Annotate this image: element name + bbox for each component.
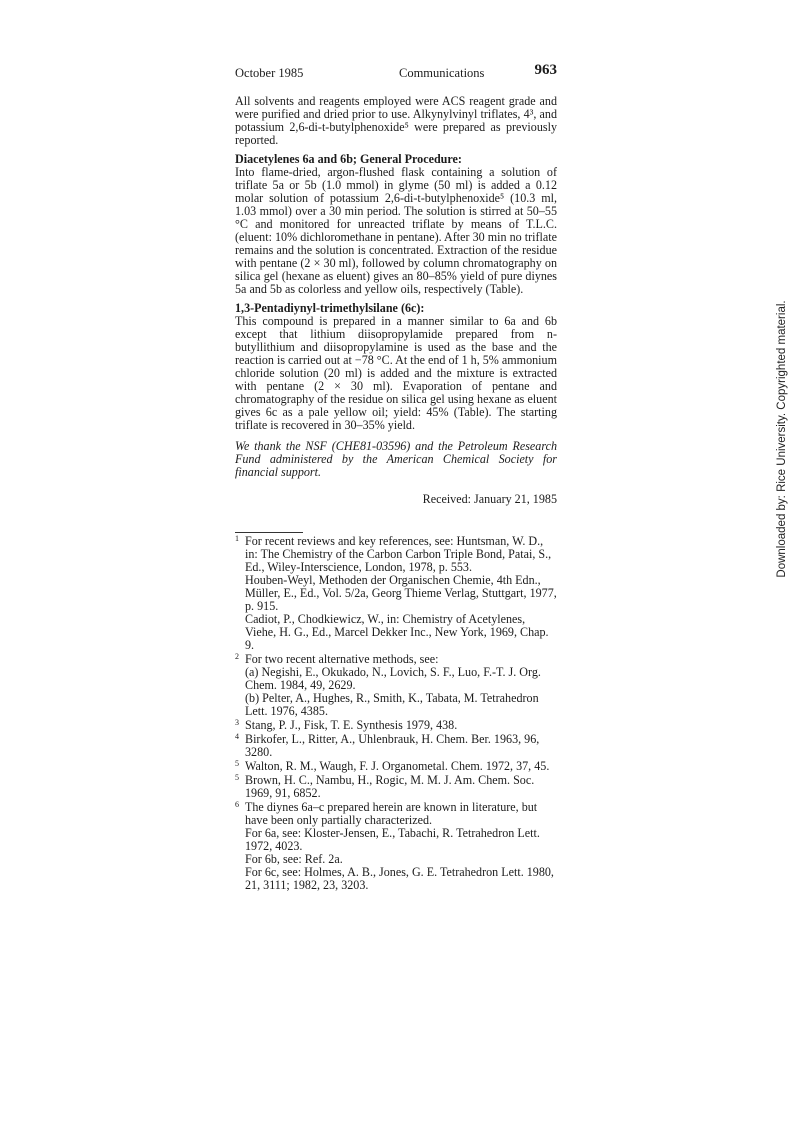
pentadiynyl-paragraph: This compound is prepared in a manner similar to 6a and 6b except that lithium diisopropylamide prepared from n-butyllithium and diisopropylamine is used as the base and the reaction is carried out at −78 °C. At the end of 1 h, 5% ammonium chloride solution (20 ml) is added and the mixture is extracted with pentane (2 × 30 ml). Evaporation of pentane and chromatography of the residue on silica gel using hexane as eluent gives 6c as a pale yellow oil; yield: 45% (Table). The starting triflate is recovered in 30–35% yield. (235, 314, 557, 432)
footnote-line: For 6c, see: Holmes, A. B., Jones, G. E. Tetrahedron Lett. 1980, 21, 3111; 1982, 23, 3203. (245, 865, 554, 892)
footnote-number: 5 (235, 759, 239, 768)
page-header (235, 64, 557, 82)
footnote-line: Stang, P. J., Fisk, T. E. Synthesis 1979, 438. (245, 718, 458, 732)
text-column (235, 95, 557, 893)
footnote-2 (235, 653, 557, 718)
footnote-line: Cadiot, P., Chodkiewicz, W., in: Chemistry of Acetylenes, Viehe, H. G., Ed., Marcel Dekker Inc., New York, 1969, Chap. 9. (245, 612, 549, 652)
header-date: October 1985 (235, 66, 304, 80)
footnote-number: 6 (235, 800, 239, 809)
footnote-line: For two recent alternative methods, see: (245, 652, 439, 666)
received-date: Received: January 21, 1985 (422, 492, 557, 506)
footnote-number: 4 (235, 732, 239, 741)
procedure-paragraph: Into flame-dried, argon-flushed flask containing a solution of triflate 5a or 5b (1.0 mmol) in glyme (50 ml) is added a 0.12 molar solution of potassium 2,6-di-t-butylphenoxide⁵ (10.3 ml, 1.03 mmol) over a 30 min period. The solution is stirred at 50–55 °C and monitored for unreacted triflate by means of T.L.C. (eluent: 10% dichloromethane in pentane). After 30 min no triflate remains and the solution is concentrated. Extraction of the residue with pentane (2 × 30 ml), followed by column chromatography on silica gel (hexane as eluent) gives an 80–85% yield of pure diynes 5a and 5b as colorless and yellow oils, respectively (Table). (235, 165, 557, 296)
heading-diacetylenes: Diacetylenes 6a and 6b; General Procedure: (235, 152, 462, 166)
footnote-number: 5 (235, 773, 239, 782)
page-number: 963 (534, 62, 557, 78)
footnote-line: Birkofer, L., Ritter, A., Uhlenbrauk, H. Chem. Ber. 1963, 96, 3280. (245, 732, 540, 759)
intro-paragraph: All solvents and reagents employed were ACS reagent grade and were purified and dried prior to use. Alkynylvinyl triflates, 4³, and potassium 2,6-di-t-butylphenoxide⁵ were prepared as previously reported. (235, 94, 557, 147)
footnote-line: For 6b, see: Ref. 2a. (245, 852, 343, 866)
footnotes (235, 535, 557, 892)
download-watermark: Downloaded by: Rice University. Copyrighted material. (776, 300, 788, 578)
heading-pentadiynyl: 1,3-Pentadiynyl-trimethylsilane (6c): (235, 301, 425, 315)
footnote-3 (235, 719, 557, 732)
footnote-number: 3 (235, 718, 239, 727)
footnote-line: Walton, R. M., Waugh, F. J. Organometal. Chem. 1972, 37, 45. (245, 759, 550, 773)
header-section: Communications (399, 66, 485, 80)
footnote-line: The diynes 6a–c prepared herein are known in literature, but have been only partially characterized. (245, 800, 538, 827)
footnote-line: (a) Negishi, E., Okukado, N., Lovich, S. F., Luo, F.-T. J. Org. Chem. 1984, 49, 2629. (245, 665, 541, 692)
footnote-1 (235, 535, 557, 652)
footnote-number: 2 (235, 652, 239, 661)
footnote-line: For recent reviews and key references, see: Huntsman, W. D., in: The Chemistry of the Carbon Carbon Triple Bond, Patai, S., Ed., Wiley-Interscience, London, 1978, p. 553. (245, 534, 552, 574)
footnote-number: 1 (235, 534, 239, 543)
footnote-6 (235, 801, 557, 892)
footnote-divider (235, 532, 303, 533)
acknowledgement: We thank the NSF (CHE81-03596) and the Petroleum Research Fund administered by the American Chemical Society for financial support. (235, 439, 557, 479)
footnote-line: Brown, H. C., Nambu, H., Rogic, M. M. J. Am. Chem. Soc. 1969, 91, 6852. (245, 773, 535, 800)
footnote-line: Houben-Weyl, Methoden der Organischen Chemie, 4th Edn., Müller, E., Ed., Vol. 5/2a, Georg Thieme Verlag, Stuttgart, 1977, p. 915. (245, 573, 557, 613)
footnote-5b (235, 774, 557, 800)
footnote-4 (235, 733, 557, 759)
footnote-5 (235, 760, 557, 773)
footnote-line: (b) Pelter, A., Hughes, R., Smith, K., Tabata, M. Tetrahedron Lett. 1976, 4385. (245, 691, 539, 718)
footnote-line: For 6a, see: Kloster-Jensen, E., Tabachi, R. Tetrahedron Lett. 1972, 4023. (245, 826, 540, 853)
